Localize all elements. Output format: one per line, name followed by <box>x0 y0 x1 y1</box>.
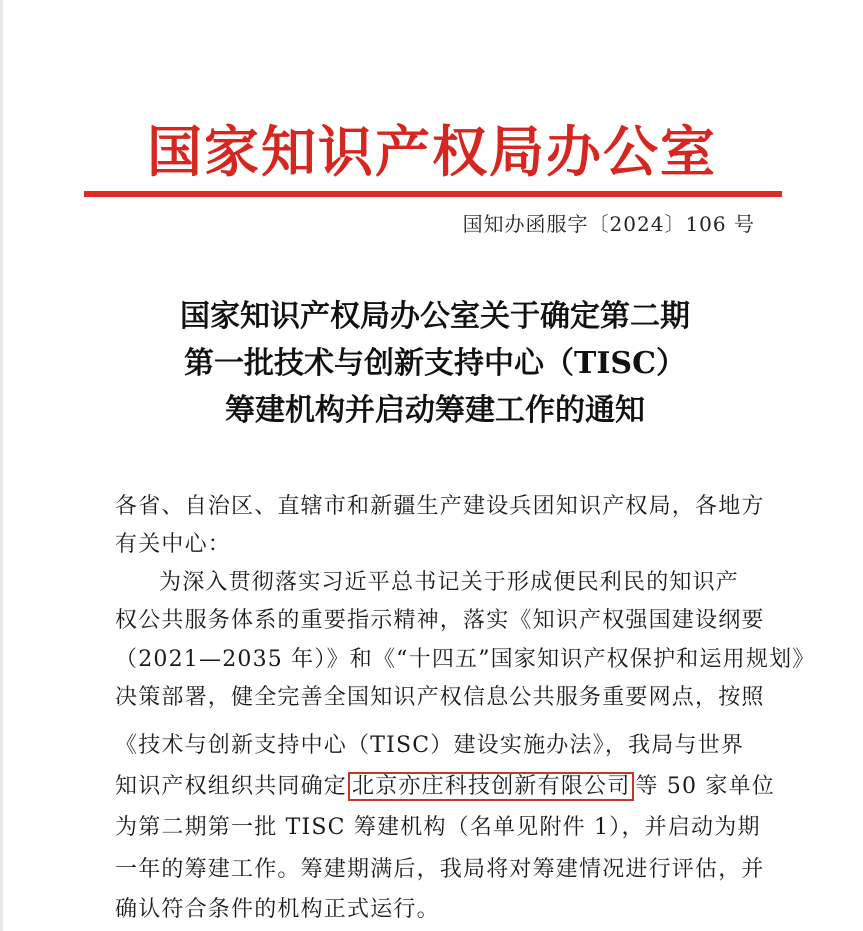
paragraph-line-6-suffix: 等 50 家单位 <box>635 774 776 799</box>
paragraph-line-7: 为第二期第一批 TISC 筹建机构（名单见附件 1），并启动为期 <box>115 815 761 840</box>
paragraph-line-1: 为深入贯彻落实习近平总书记关于形成便民利民的知识产 <box>159 570 740 595</box>
paragraph-line-8: 一年的筹建工作。筹建期满后，我局将对筹建情况进行评估，并 <box>115 857 765 882</box>
paragraph-line-6 <box>115 768 776 806</box>
paragraph-line-5: 《技术与创新支持中心（TISC）建设实施办法》，我局与世界 <box>115 733 745 758</box>
notice-title-line-3: 筹建机构并启动筹建工作的通知 <box>225 393 645 428</box>
paragraph-line-6-prefix: 知识产权组织共同确定 <box>115 774 348 799</box>
addressee-line-2: 有关中心： <box>115 532 232 557</box>
notice-title-line-1: 国家知识产权局办公室关于确定第二期 <box>180 299 690 334</box>
highlighted-company-name: 北京亦庄科技创新有限公司 <box>348 772 634 801</box>
red-header-rule <box>84 191 782 197</box>
paragraph-line-4: 决策部署，健全完善全国知识产权信息公共服务重要网点，按照 <box>115 685 765 710</box>
addressee-line-1: 各省、自治区、直辖市和新疆生产建设兵团知识产权局，各地方 <box>115 494 765 519</box>
paragraph-line-2: 权公共服务体系的重要指示精神，落实《知识产权强国建设纲要 <box>115 608 765 633</box>
document-number: 国知办函服字〔2024〕106 号 <box>462 212 755 236</box>
notice-title-line-2: 第一批技术与创新支持中心（TISC） <box>184 346 686 381</box>
page-edge <box>0 0 3 931</box>
agency-masthead: 国家知识产权局办公室 <box>146 119 717 184</box>
paragraph-line-9: 确认符合条件的机构正式运行。 <box>115 897 440 922</box>
paragraph-line-3: （2021—2035 年）》和《“十四五”国家知识产权保护和运用规划》 <box>115 647 816 672</box>
